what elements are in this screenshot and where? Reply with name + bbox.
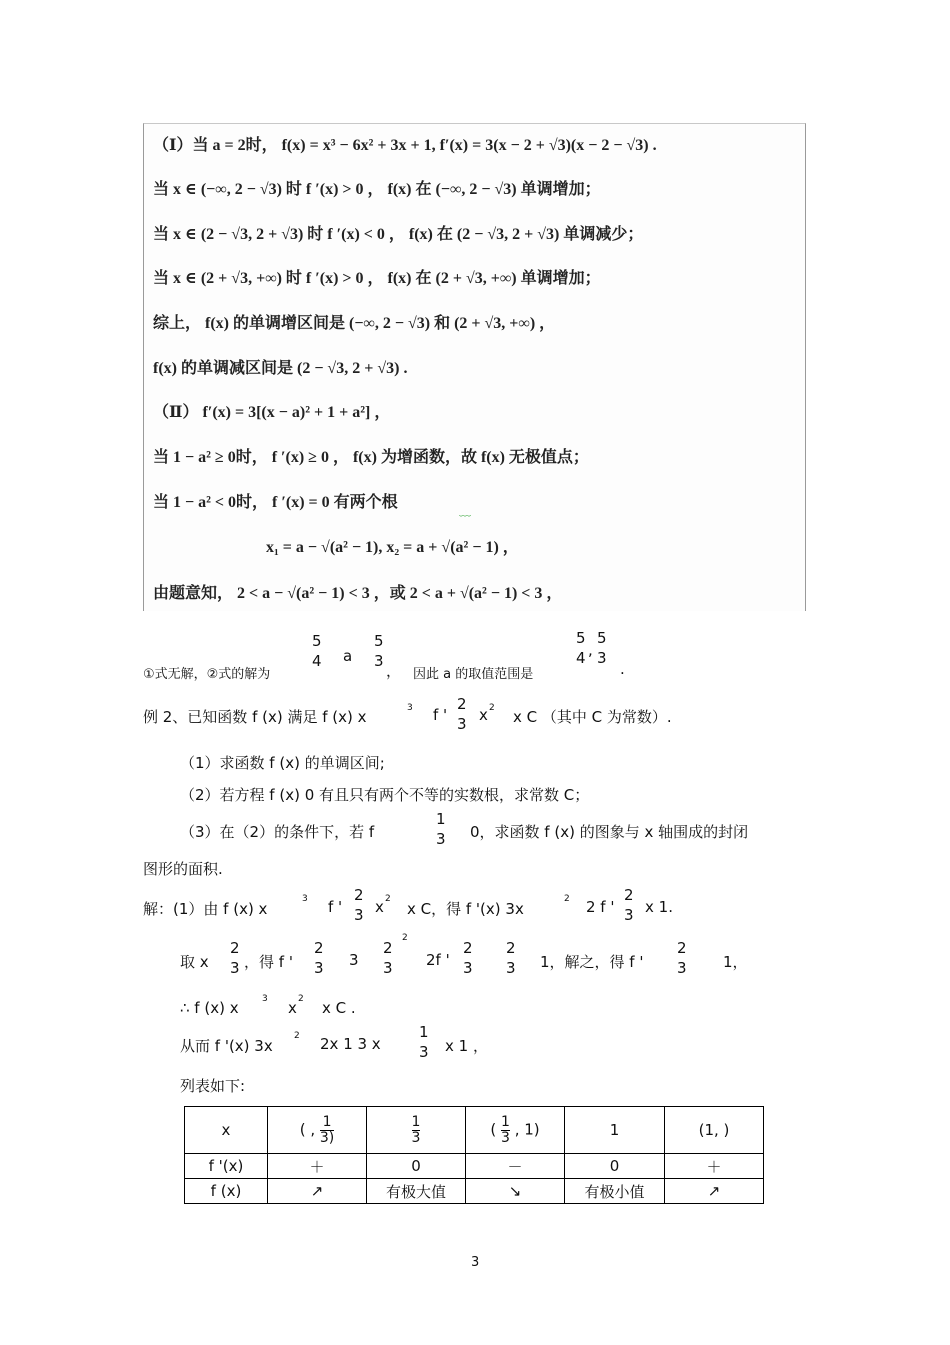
box-line-7: （Ⅱ） f′(x) = 3[(x − a)² + 1 + a²] ，	[153, 404, 391, 421]
question-3-pre: （3）在（2）的条件下，若 f	[180, 823, 375, 841]
header-point-1-fraction: $\frac{1}{3}$	[411, 1113, 421, 1146]
question-3-fraction: 1 3	[436, 810, 446, 848]
example-2-tail: x C （其中 C 为常数）.	[513, 708, 672, 726]
box-line-6: f(x) 的单调减区间是 (2 − √3, 2 + √3) .	[153, 360, 408, 377]
cell: 0	[565, 1154, 665, 1179]
box-line-9: 当 1 − a² < 0时， f ′(x) = 0 有两个根	[153, 494, 398, 511]
box-line-5: 综上， f(x) 的单调增区间是 (−∞, 2 − √3) 和 (2 + √3, +∞) ，	[153, 315, 556, 332]
fraction-5-4-left: 5 4	[312, 632, 322, 670]
solution-1-mid: x C，得 f '(x) 3x	[407, 900, 524, 918]
cell: 有极小值	[565, 1179, 665, 1204]
fraction-5-3-right: 5 3	[597, 629, 607, 667]
monotonicity-table	[184, 1106, 764, 1204]
solution-2-t4: 1，解之，得 f '	[540, 953, 644, 971]
range-separator: ,	[588, 641, 593, 659]
example-2-intro: 例 2、已知函数 f (x) 满足 f (x) x	[143, 708, 367, 726]
header-interval-1: ( , $\frac{1}{3)}$	[268, 1107, 367, 1154]
solution-4-mid: 2x 1 3 x	[320, 1035, 381, 1053]
range-comma: ，	[386, 662, 402, 680]
solution-1-fprime2: 2 f '	[586, 898, 615, 916]
header-x: x	[185, 1107, 268, 1154]
list-label: 列表如下:	[180, 1077, 246, 1095]
solution-2-t1: ，得 f '	[244, 953, 293, 971]
example-2-sup2: 2	[489, 703, 495, 713]
box-line-4: 当 x ∈ (2 + √3, +∞) 时 f ′(x) > 0 ， f(x) 在 (2 + √3, +∞) 单调增加；	[153, 270, 601, 287]
cell: 有极大值	[367, 1179, 466, 1204]
solution-2-frac-d: 2 3	[463, 939, 473, 977]
solution-2-frac-c: 2 3	[383, 939, 393, 977]
solution-4-sup2: 2	[294, 1031, 300, 1041]
solution-1-x: x	[375, 898, 384, 916]
row-label-fprime: f '(x)	[185, 1154, 268, 1179]
solution-2-frac-b: 2 3	[314, 939, 324, 977]
solution-1-sup2b: 2	[564, 894, 570, 904]
header-interval-3: (1, )	[665, 1107, 764, 1154]
cell: ↗	[268, 1179, 367, 1204]
cell: ↘	[466, 1179, 565, 1204]
example-2-x: x	[479, 706, 488, 724]
table-row-function	[185, 1179, 764, 1204]
solution-2-t2: 3	[349, 951, 359, 969]
cell: 0	[367, 1154, 466, 1179]
example-2-sup3: 3	[407, 703, 413, 713]
solution-2-frac-e: 2 3	[506, 939, 516, 977]
solution-3-tail: x C .	[322, 999, 356, 1017]
cell: ＋	[665, 1154, 764, 1179]
solution-3-sup3: 3	[262, 994, 268, 1004]
solution-1-sup2: 2	[385, 894, 391, 904]
solution-1-fprime: f '	[328, 898, 343, 916]
question-1: （1）求函数 f (x) 的单调区间;	[180, 754, 385, 772]
question-3-line2: 图形的面积.	[143, 860, 223, 878]
solution-3-x: x	[288, 999, 297, 1017]
box-line-8: 当 1 − a² ≥ 0时， f ′(x) ≥ 0 ， f(x) 为增函数，故 f(x) 无极值点；	[153, 449, 589, 466]
solution-1-pre: 解：(1）由 f (x) x	[143, 900, 268, 918]
cell: ↗	[665, 1179, 764, 1204]
box-line-1: （Ⅰ）当 a = 2时， f(x) = x³ − 6x² + 3x + 1, f′(x) = 3(x − 2 + √3)(x − 2 − √3) .	[153, 137, 657, 154]
table-row-derivative	[185, 1154, 764, 1179]
solution-2-sup2: 2	[402, 933, 408, 943]
solution-1-tail: x 1.	[645, 898, 673, 916]
header-interval-2-fraction: $\frac{1}{3}$	[501, 1113, 510, 1146]
solution-1-fraction: 2 3	[354, 886, 364, 924]
solution-1-fraction2: 2 3	[624, 886, 634, 924]
question-3-post: 0，求函数 f (x) 的图象与 x 轴围成的封闭	[470, 823, 749, 841]
box-line-11: 由题意知， 2 < a − √(a² − 1) < 3 ，或 2 < a + √(a² − 1) < 3 ，	[153, 585, 563, 602]
header-interval-1-fraction: $\frac{1}{3)}$	[319, 1113, 335, 1146]
page-number: 3	[471, 1255, 480, 1270]
solution-2-frac-f: 2 3	[677, 939, 687, 977]
spellcheck-squiggle: ﹏	[459, 504, 472, 518]
solution-1-sup3: 3	[302, 894, 308, 904]
cell: －	[466, 1154, 565, 1179]
header-point-2: 1	[565, 1107, 665, 1154]
header-point-1	[367, 1107, 466, 1154]
example-2-fprime: f '	[433, 706, 448, 724]
solution-3-sup2: 2	[298, 994, 304, 1004]
solution-4-pre: 从而 f '(x) 3x	[180, 1037, 273, 1055]
question-2: （2）若方程 f (x) 0 有且只有两个不等的实数根，求常数 C；	[180, 786, 590, 804]
header-interval-2: ( $\frac{1}{3}$ , 1)	[466, 1107, 565, 1154]
example-2-fraction: 2 3	[457, 695, 467, 733]
solution-2-pre: 取 x	[180, 953, 209, 971]
box-line-10: x₁ = a − √(a² − 1), x₂ = a + √(a² − 1) ，	[266, 539, 519, 556]
row-label-f: f (x)	[185, 1179, 268, 1204]
range-end-period: .	[620, 660, 625, 678]
cell: ＋	[268, 1154, 367, 1179]
solution-4-tail: x 1 ，	[445, 1037, 488, 1055]
solution-2-t3: 2f '	[426, 951, 450, 969]
fraction-5-4-right: 5 4	[576, 629, 586, 667]
fraction-5-3-left: 5 3	[374, 632, 384, 670]
solution-2-frac-a: 2 3	[230, 939, 240, 977]
range-line-prefix: ①式无解，②式的解为	[143, 667, 271, 682]
box-line-2: 当 x ∈ (−∞, 2 − √3) 时 f ′(x) > 0 ， f(x) 在 (−∞, 2 − √3) 单调增加；	[153, 181, 601, 198]
solution-image-box	[143, 123, 806, 611]
solution-4-fraction: 1 3	[419, 1023, 429, 1061]
box-line-3: 当 x ∈ (2 − √3, 2 + √3) 时 f ′(x) < 0 ， f(x) 在 (2 − √3, 2 + √3) 单调减少；	[153, 226, 644, 243]
range-var-a: a	[343, 647, 353, 665]
solution-2-t5: 1，	[723, 953, 748, 971]
table-header-row	[185, 1107, 764, 1154]
range-text: 因此 a 的取值范围是	[413, 667, 534, 682]
solution-3-pre: ∴ f (x) x	[180, 999, 239, 1017]
